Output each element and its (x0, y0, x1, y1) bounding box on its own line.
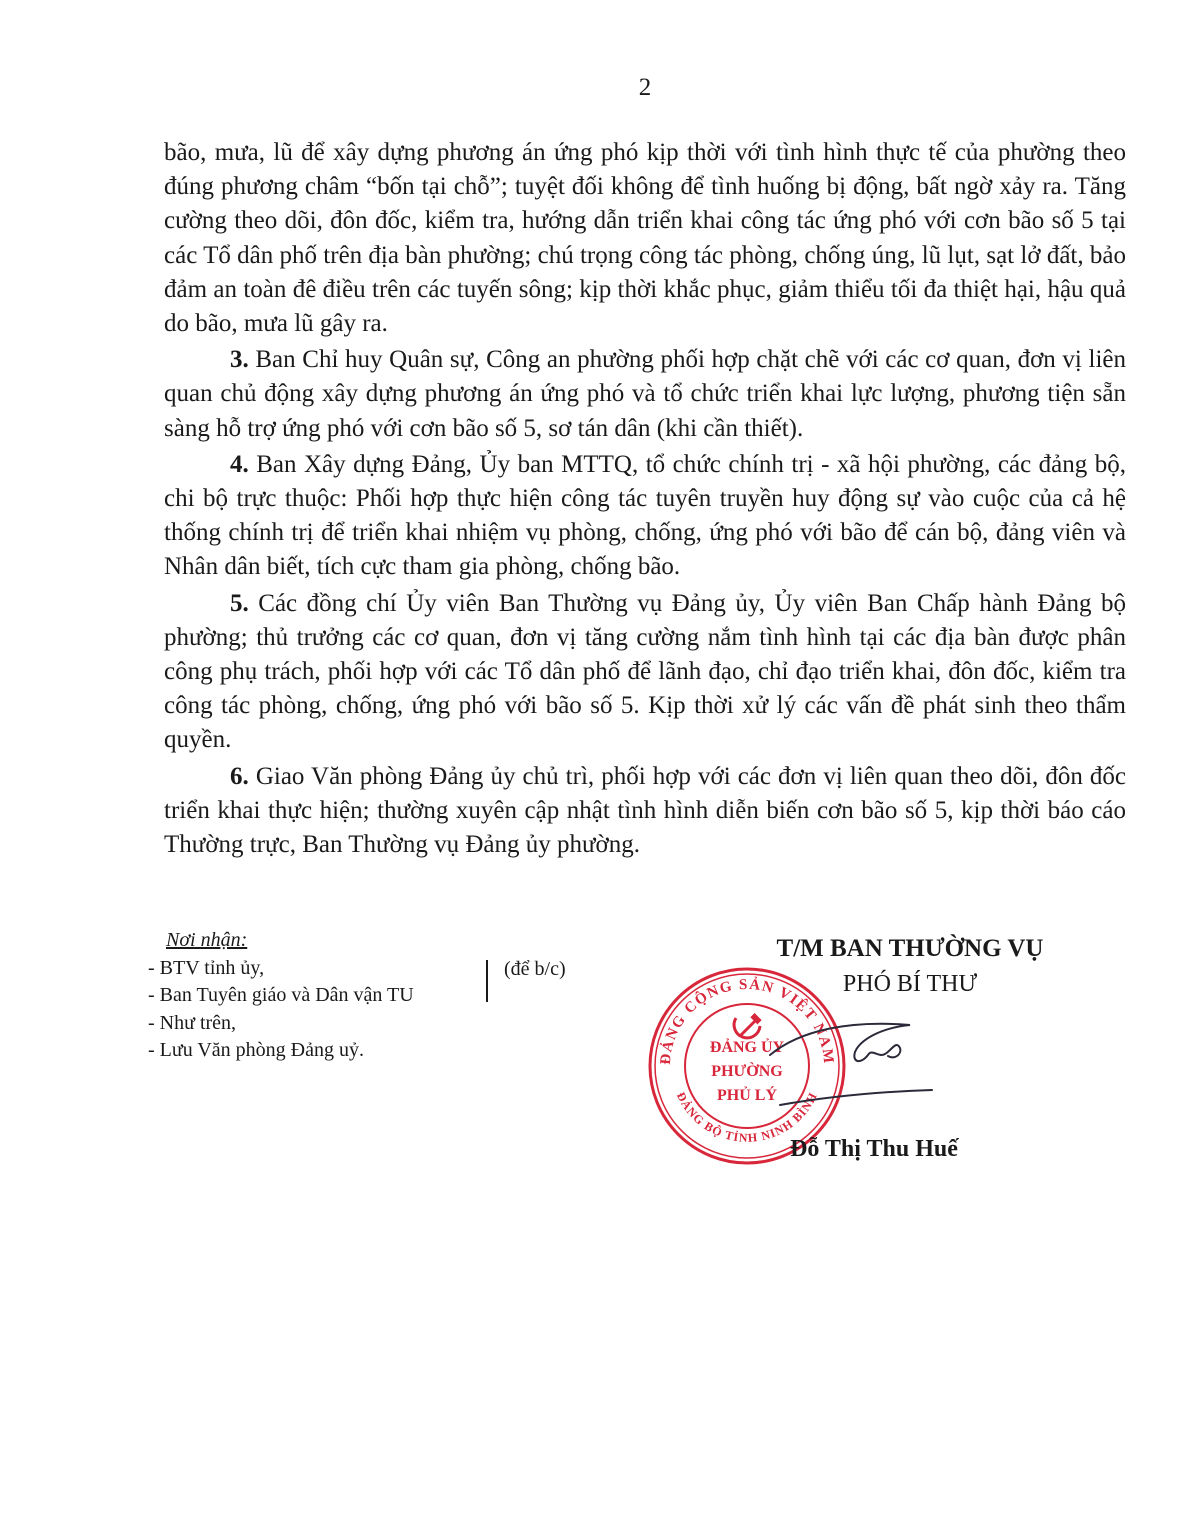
recipient-item: - BTV tỉnh ủy, (148, 956, 265, 979)
seal-bottom-text: ĐẢNG BỘ TỈNH NINH BÌNH (673, 1089, 821, 1145)
recipients-block (148, 927, 608, 1065)
seal-inner-line: PHƯỜNG (711, 1063, 783, 1080)
document-body (164, 136, 1126, 862)
paragraph-number: 4. (230, 450, 249, 478)
paragraph-text: Ban Chỉ huy Quân sự, Công an phường phối hợp chặt chẽ với các cơ quan, đơn vị liên quan chủ động xây dựng phương án ứng phó và tổ chức triển khai lực lượng, phương tiện sẵn sàng hỗ trợ ứng phó với cơn bão số 5, sơ tán dân (khi cần thiết). (164, 346, 1126, 442)
recipient-item: - Ban Tuyên giáo và Dân vận TU (148, 984, 414, 1006)
recipient-item: - Lưu Văn phòng Đảng uỷ. (148, 1039, 364, 1061)
paragraph-text: Các đồng chí Ủy viên Ban Thường vụ Đảng ủy, Ủy viên Ban Chấp hành Đảng bộ phường; thủ trưởng các cơ quan, đơn vị tăng cường nắm tình hình tại các địa bàn được phân công phụ trách, phối hợp với các Tổ dân phố để lãnh đạo, chỉ đạo triển khai, đôn đốc, kiểm tra công tác phòng, chống, ứng phó với bão số 5. Kịp thời xử lý các vấn đề phát sinh theo thẩm quyền. (164, 589, 1126, 754)
paragraph-item-6 (164, 760, 1126, 863)
signature-subtitle: PHÓ BÍ THƯ (842, 971, 978, 997)
seal-inner-line: PHỦ LÝ (717, 1087, 777, 1104)
seal-inner-line: ĐẢNG ỦY (709, 1039, 785, 1056)
seal-outer-text: ĐẢNG CỘNG SẢN VIỆT NAM (657, 976, 837, 1066)
paragraph-item-3 (164, 343, 1126, 446)
paragraph-number: 6. (230, 762, 249, 790)
paragraph-text: Giao Văn phòng Đảng ủy chủ trì, phối hợp với các đơn vị liên quan theo dõi, đôn đốc triển khai thực hiện; thường xuyên cập nhật tình hình diễn biến cơn bão số 5, kịp thời báo cáo Thường trực, Ban Thường vụ Đảng ủy phường. (164, 762, 1127, 859)
paragraph-item-4 (164, 448, 1126, 585)
paragraph-text: Ban Xây dựng Đảng, Ủy ban MTTQ, tổ chức chính trị - xã hội phường, các đảng bộ, chi bộ trực thuộc: Phối hợp thực hiện công tác tuyên truyền huy động sự vào cuộc của cả hệ thống chính trị để triển khai nhiệm vụ phòng, chống, ứng phó với bão để cán bộ, đảng viên và Nhân dân biết, tích cực tham gia phòng, chống bão. (164, 450, 1126, 581)
paragraph-text: bão, mưa, lũ để xây dựng phương án ứng phó kịp thời với tình hình thực tế của phường theo đúng phương châm “bốn tại chỗ”; tuyệt đối không để tình huống bị động, bất ngờ xảy ra. Tăng cường theo dõi, đôn đốc, kiểm tra, hướng dẫn triển khai công tác ứng phó với cơn bão số 5 tại các Tổ dân phố trên địa bàn phường; chú trọng công tác phòng, chống úng, lũ lụt, sạt lở đất, bảo đảm an toàn đê điều trên các tuyến sông; kịp thời khắc phục, giảm thiểu tối đa thiệt hại, hậu quả do bão, mưa lũ gây ra. (164, 139, 1126, 338)
paragraph-item-5 (164, 587, 1126, 758)
hammer-sickle-icon (734, 1014, 761, 1038)
paragraph-continuation (164, 136, 1126, 341)
recipient-item: - Như trên, (148, 1011, 237, 1034)
page-number: 2 (638, 74, 652, 101)
signature-title: T/M BAN THƯỜNG VỤ (776, 935, 1044, 962)
paragraph-number: 3. (230, 346, 249, 374)
handwritten-signature (760, 1010, 940, 1120)
recipients-bracket-note: (để b/c) (504, 958, 566, 980)
signer-name: Đỗ Thị Thu Huế (790, 1136, 958, 1162)
recipients-title: Nơi nhận: (166, 929, 248, 951)
recipients-bracket (486, 960, 488, 1002)
paragraph-number: 5. (230, 589, 249, 617)
